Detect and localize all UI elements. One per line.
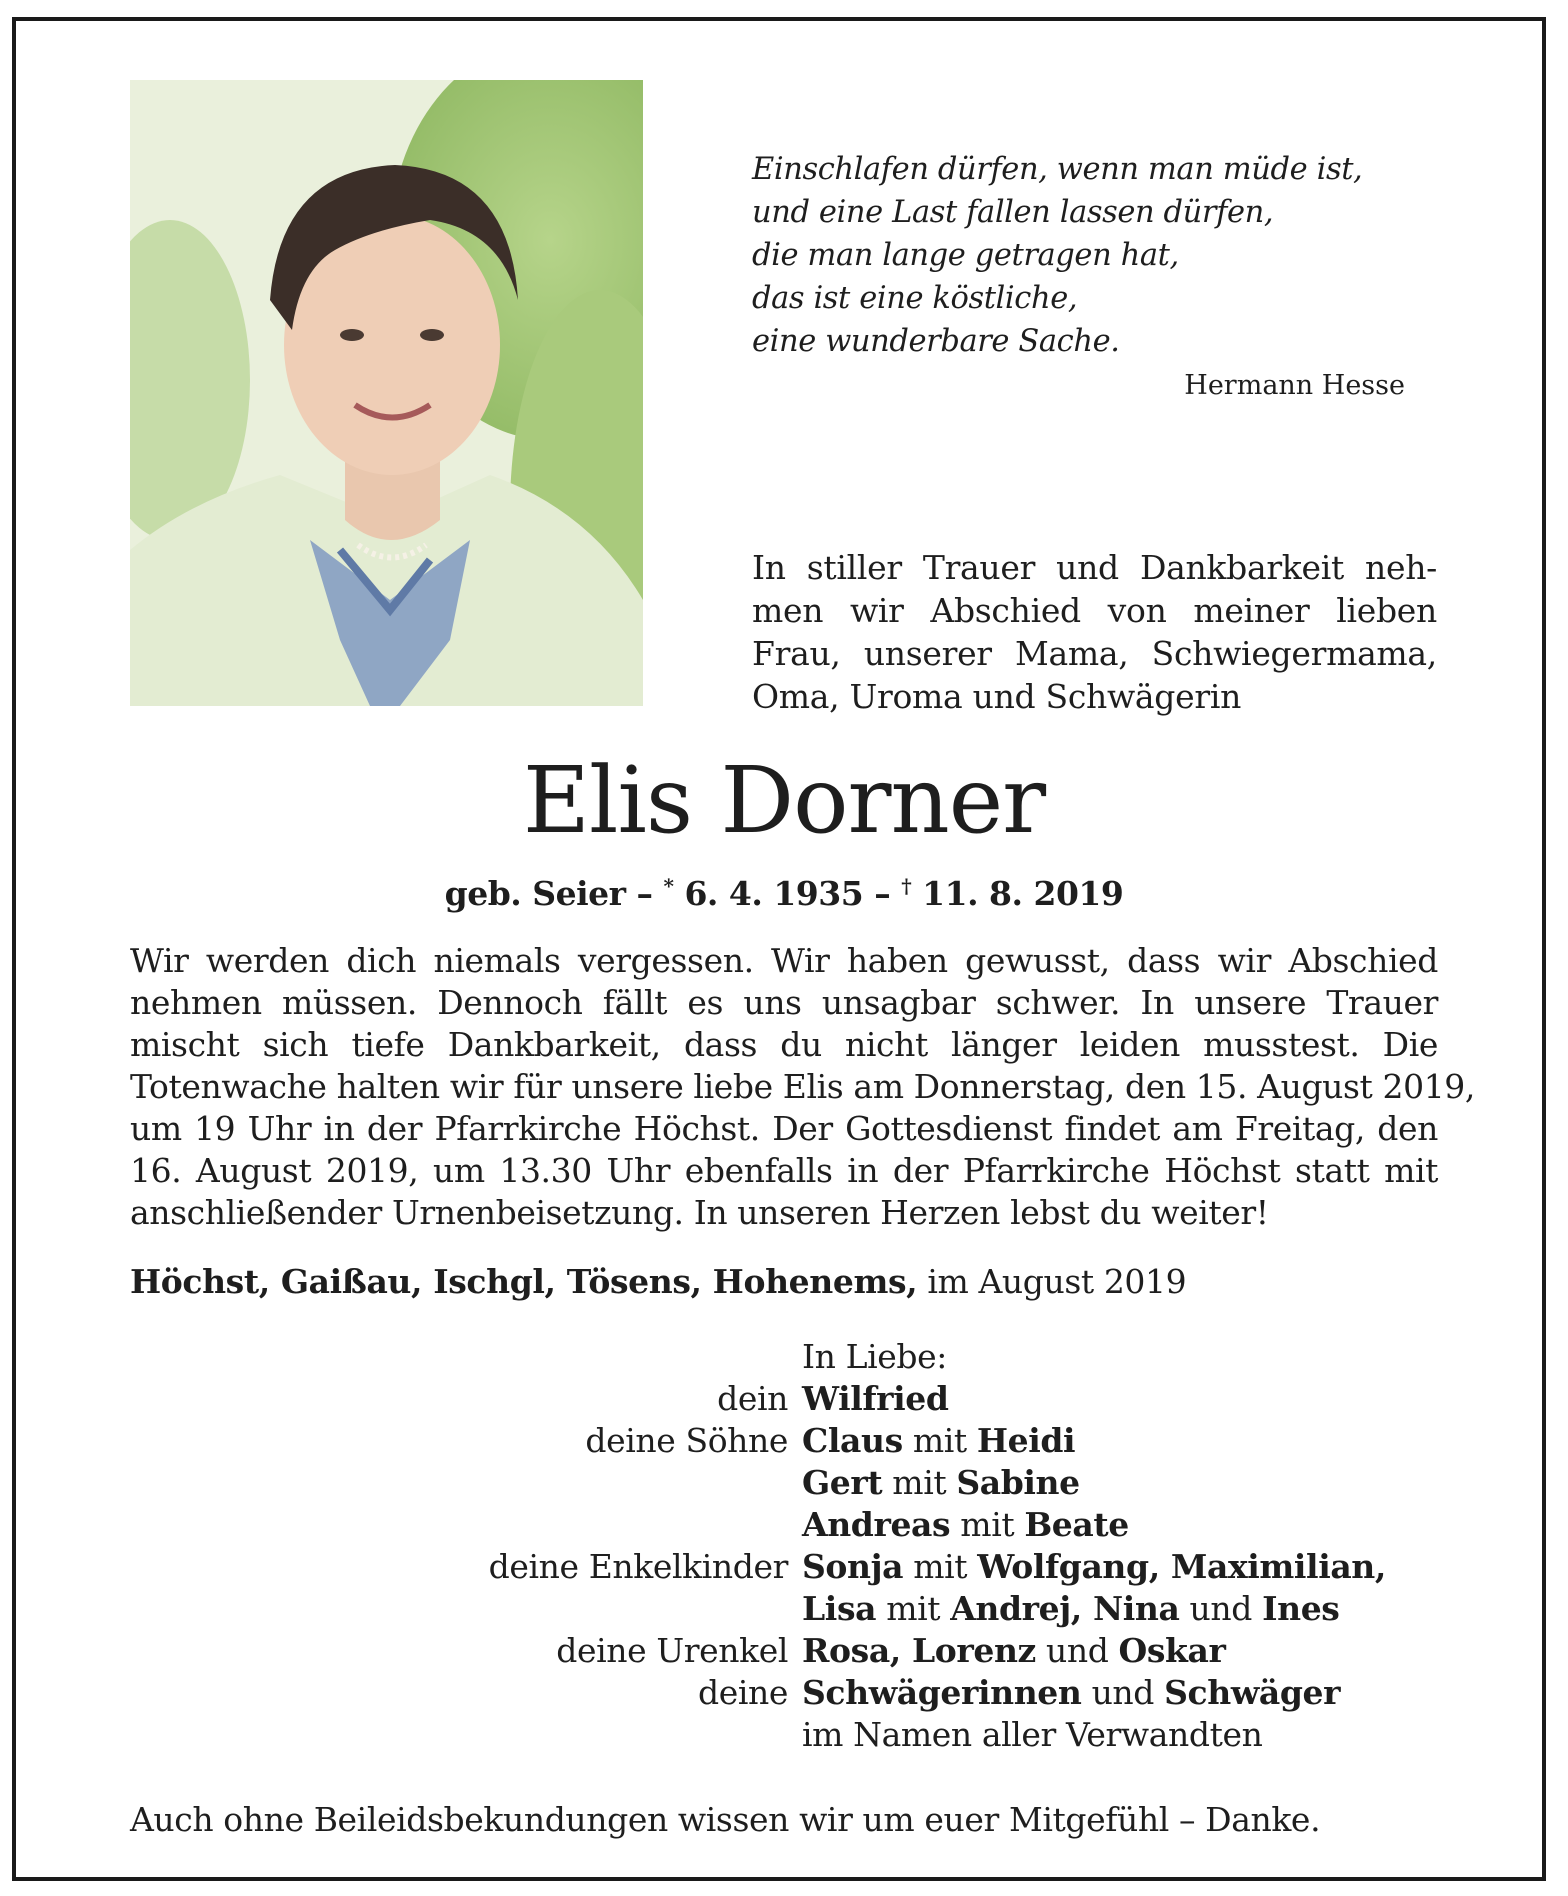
family-row <box>0 1546 1568 1588</box>
intro-line: Oma, Uroma und Schwägerin <box>752 677 1242 716</box>
family-row <box>0 1462 1568 1504</box>
family-member-name: Oskar <box>1118 1631 1226 1670</box>
message-line: anschließender Urnenbeisetzung. In unseren Herzen lebst du weiter! <box>130 1193 1269 1232</box>
family-connector: mit <box>902 1421 977 1460</box>
family-connector: und <box>1035 1631 1119 1670</box>
family-member-name: Schwäger <box>1164 1673 1341 1712</box>
family-connector: mit <box>903 1547 978 1586</box>
family-member-name: Rosa, Lorenz <box>802 1631 1036 1670</box>
poem <box>752 148 1452 363</box>
family-member-name: Sonja <box>802 1547 904 1586</box>
family-names <box>802 1378 949 1420</box>
poem-line: eine wunderbare Sache. <box>752 324 1120 359</box>
family-row <box>0 1714 1568 1756</box>
family-connector: mit <box>882 1463 957 1502</box>
poem-line: das ist eine köstliche, <box>752 281 1078 316</box>
family-connector: und <box>1179 1589 1263 1628</box>
family-row <box>0 1672 1568 1714</box>
intro-line: In stiller Trauer und Dankbarkeit neh- <box>752 548 1437 587</box>
family-relation: deine Söhne <box>585 1421 788 1460</box>
poem-author: Hermann Hesse <box>1184 370 1405 401</box>
deceased-name: Elis Dorner <box>522 747 1046 854</box>
family-names <box>802 1630 1226 1672</box>
family-names <box>802 1462 1080 1504</box>
family-member-name: Schwägerinnen <box>802 1673 1082 1712</box>
family-connector: und <box>1081 1673 1165 1712</box>
family-member-name: Ines <box>1262 1589 1340 1628</box>
birth-date: 6. 4. 1935 <box>684 874 864 913</box>
family-connector: im Namen aller Verwandten <box>802 1715 1263 1754</box>
family-row <box>0 1630 1568 1672</box>
family-row <box>0 1504 1568 1546</box>
message-line: um 19 Uhr in der Pfarrkirche Höchst. Der Gottesdienst findet am Freitag, den <box>130 1109 1438 1148</box>
family-names <box>802 1672 1340 1714</box>
family-relation: dein <box>717 1379 788 1418</box>
family-connector: mit <box>950 1505 1025 1544</box>
portrait-photo <box>130 80 643 706</box>
birth-mark: * <box>663 874 674 898</box>
family-member-name: Claus <box>802 1421 903 1460</box>
family-row <box>0 1588 1568 1630</box>
intro-line: Frau, unserer Mama, Schwiegermama, <box>752 634 1437 673</box>
message-line: 16. August 2019, um 13.30 Uhr ebenfalls in der Pfarrkirche Höchst statt mit <box>130 1151 1438 1190</box>
message-line: Wir werden dich niemals vergessen. Wir haben gewusst, dass wir Abschied <box>130 941 1438 980</box>
family-member-name: Gert <box>802 1463 883 1502</box>
intro-text <box>752 546 1437 718</box>
message-line: Totenwache halten wir für unsere liebe Elis am Donnerstag, den 15. August 2019, <box>130 1067 1475 1106</box>
family-member-name: Wolfgang, Maximilian, <box>977 1547 1386 1586</box>
birth-name: geb. Seier <box>444 874 626 913</box>
family-heading-row <box>0 1336 1568 1378</box>
family-member-name: Andreas <box>802 1505 951 1544</box>
poem-line: die man lange getragen hat, <box>752 238 1179 273</box>
family-heading: In Liebe: <box>802 1337 947 1376</box>
family-names <box>802 1714 1262 1756</box>
death-mark: † <box>901 874 912 898</box>
closing-line: Auch ohne Beileidsbekundungen wissen wir um euer Mitgefühl – Danke. <box>130 1800 1321 1839</box>
family-member-name: Andrej, Nina <box>950 1589 1180 1628</box>
family-member-name: Lisa <box>802 1589 877 1628</box>
place-towns: Höchst, Gaißau, Ischgl, Tösens, Hohenems, <box>130 1262 918 1301</box>
family-names <box>802 1420 1075 1462</box>
message-text <box>130 940 1475 1234</box>
poem-line: Einschlafen dürfen, wenn man müde ist, <box>752 152 1363 187</box>
place-date: im August 2019 <box>927 1262 1187 1301</box>
place-date-line <box>130 1262 1186 1301</box>
family-list <box>0 1336 1568 1756</box>
intro-line: men wir Abschied von meiner lieben <box>752 591 1437 630</box>
family-names <box>802 1504 1129 1546</box>
family-member-name: Sabine <box>956 1463 1080 1502</box>
family-member-name: Beate <box>1024 1505 1129 1544</box>
family-member-name: Wilfried <box>802 1379 949 1418</box>
family-row <box>0 1420 1568 1462</box>
family-names <box>802 1546 1386 1588</box>
message-line: mischt sich tiefe Dankbarkeit, dass du nicht länger leiden musstest. Die <box>130 1025 1438 1064</box>
family-member-name: Heidi <box>976 1421 1076 1460</box>
family-row <box>0 1378 1568 1420</box>
birth-death-dates: geb. Seier – * 6. 4. 1935 – † 11. 8. 2019 <box>444 874 1124 913</box>
message-line: nehmen müssen. Dennoch fällt es uns unsagbar schwer. In unsere Trauer <box>130 983 1438 1022</box>
family-names <box>802 1588 1339 1630</box>
family-relation: deine Urenkel <box>556 1631 788 1670</box>
death-date: 11. 8. 2019 <box>922 874 1124 913</box>
family-relation: deine <box>698 1673 788 1712</box>
family-relation: deine Enkelkinder <box>488 1547 788 1586</box>
family-connector: mit <box>876 1589 951 1628</box>
poem-line: und eine Last fallen lassen dürfen, <box>752 195 1274 230</box>
